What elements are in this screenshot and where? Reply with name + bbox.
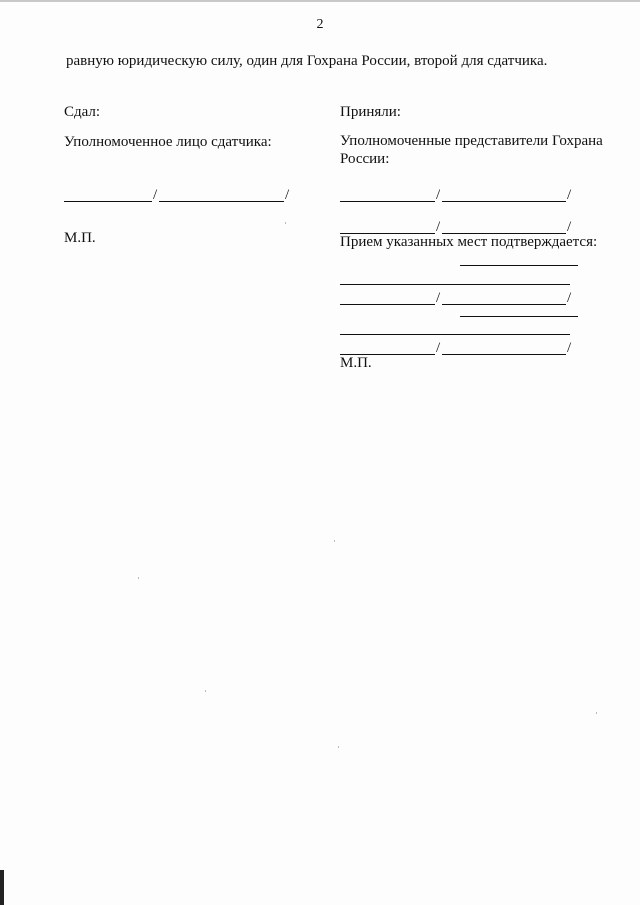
continuation-text: равную юридическую силу, один для Гохрана России, второй для сдатчика. (66, 53, 548, 69)
scan-speck (596, 712, 597, 714)
signature-slash: / (436, 290, 441, 306)
name-segment (442, 304, 566, 305)
left-heading: Сдал: (64, 104, 101, 120)
signature-slash: / (567, 290, 572, 306)
right-signature-line-3 (340, 287, 575, 305)
left-seal: М.П. (64, 230, 96, 246)
scan-speck (334, 540, 335, 542)
right-signature-line-4 (340, 337, 575, 355)
signature-slash: / (567, 340, 572, 356)
scan-speck (138, 577, 139, 579)
name-segment (159, 201, 284, 202)
right-signature-line-2 (340, 216, 575, 234)
right-seal: М.П. (340, 355, 372, 371)
signature-slash: / (285, 187, 290, 203)
right-confirmation: Прием указанных мест подтверждается: (340, 234, 598, 250)
signature-slash: / (436, 187, 441, 203)
signature-slash: / (567, 187, 572, 203)
scan-speck (338, 746, 339, 748)
signature-slash: / (567, 219, 572, 235)
confirmation-line (340, 334, 570, 335)
page-top-edge (0, 0, 640, 2)
signature-slash: / (153, 187, 158, 203)
signature-segment (340, 304, 435, 305)
name-segment (442, 201, 566, 202)
confirmation-line (340, 284, 570, 285)
scan-speck (285, 222, 286, 224)
signature-slash: / (436, 340, 441, 356)
signature-segment (64, 201, 152, 202)
left-role: Уполномоченное лицо сдатчика: (64, 134, 272, 150)
date-line (460, 316, 578, 317)
date-line (460, 265, 578, 266)
signature-segment (340, 201, 435, 202)
right-signature-line-1 (340, 184, 575, 202)
name-segment (442, 354, 566, 355)
page-number: 2 (316, 17, 324, 32)
right-role: Уполномоченные представители Гохрана России: (340, 133, 603, 167)
scan-speck (205, 690, 206, 692)
signature-slash: / (436, 219, 441, 235)
scan-edge-mark (0, 870, 4, 905)
right-heading: Приняли: (340, 104, 401, 120)
left-signature-line (64, 184, 294, 202)
